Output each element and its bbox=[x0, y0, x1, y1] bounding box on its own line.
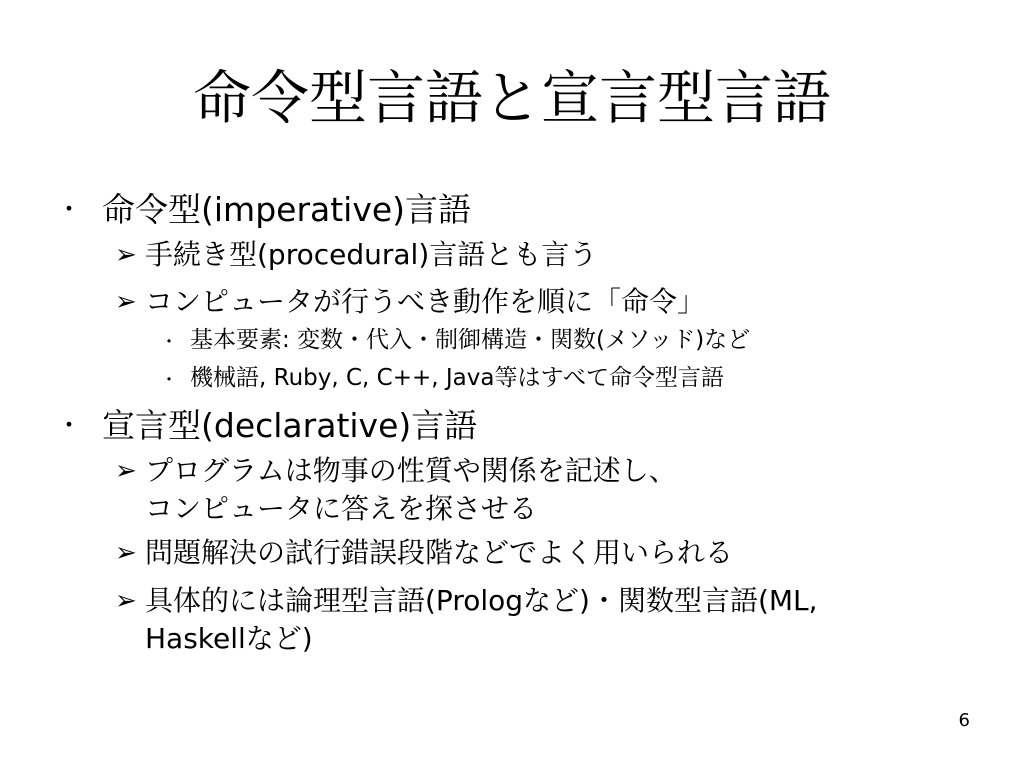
sub-list-item-text: 機械語, Ruby, C, C++, Java等はすべて命令型言語 bbox=[190, 365, 725, 391]
list-item-text: コンピュータが行うべき動作を順に「命令」 bbox=[145, 285, 706, 318]
list-item-text-line1: 具体的には論理型言語(Prologなど)・関数型言語(ML, bbox=[145, 584, 818, 617]
list-item bbox=[0, 454, 1024, 526]
list-item-text-line1: プログラムは物事の性質や関係を記述し、 bbox=[145, 454, 677, 487]
bullet-dot: ・ bbox=[56, 411, 83, 441]
list-item-text: 手続き型(procedural)言語とも言う bbox=[145, 238, 598, 271]
section-heading-declarative bbox=[0, 406, 1024, 446]
list-item-text-line2: コンピュータに答えを探させる bbox=[145, 492, 538, 525]
bullet-dot: ・ bbox=[56, 195, 83, 225]
list-item bbox=[0, 584, 1024, 656]
bullet-dot: ・ bbox=[160, 332, 178, 353]
list-item bbox=[0, 536, 1024, 570]
list-item bbox=[0, 238, 1024, 272]
slide-title: 命令型言語と宣言型言語 bbox=[192, 64, 831, 132]
arrow-bullet-icon: ➢ bbox=[115, 287, 137, 317]
sub-list-item bbox=[0, 326, 1024, 354]
page-number: 6 bbox=[958, 710, 970, 731]
sub-list-item bbox=[0, 364, 1024, 392]
bullet-dot: ・ bbox=[160, 370, 178, 391]
list-item-text-line2: Haskellなど) bbox=[145, 622, 313, 655]
arrow-bullet-icon: ➢ bbox=[115, 456, 137, 486]
list-item-text: 問題解決の試行錯誤段階などでよく用いられる bbox=[145, 536, 734, 569]
arrow-bullet-icon: ➢ bbox=[115, 240, 137, 270]
arrow-bullet-icon: ➢ bbox=[115, 586, 137, 616]
heading-text: 宣言型(declarative)言語 bbox=[102, 406, 478, 445]
heading-text: 命令型(imperative)言語 bbox=[102, 190, 472, 229]
arrow-bullet-icon: ➢ bbox=[115, 538, 137, 568]
section-heading-imperative bbox=[0, 190, 1024, 230]
list-item bbox=[0, 285, 1024, 319]
sub-list-item-text: 基本要素: 変数・代入・制御構造・関数(メソッド)など bbox=[190, 327, 751, 353]
